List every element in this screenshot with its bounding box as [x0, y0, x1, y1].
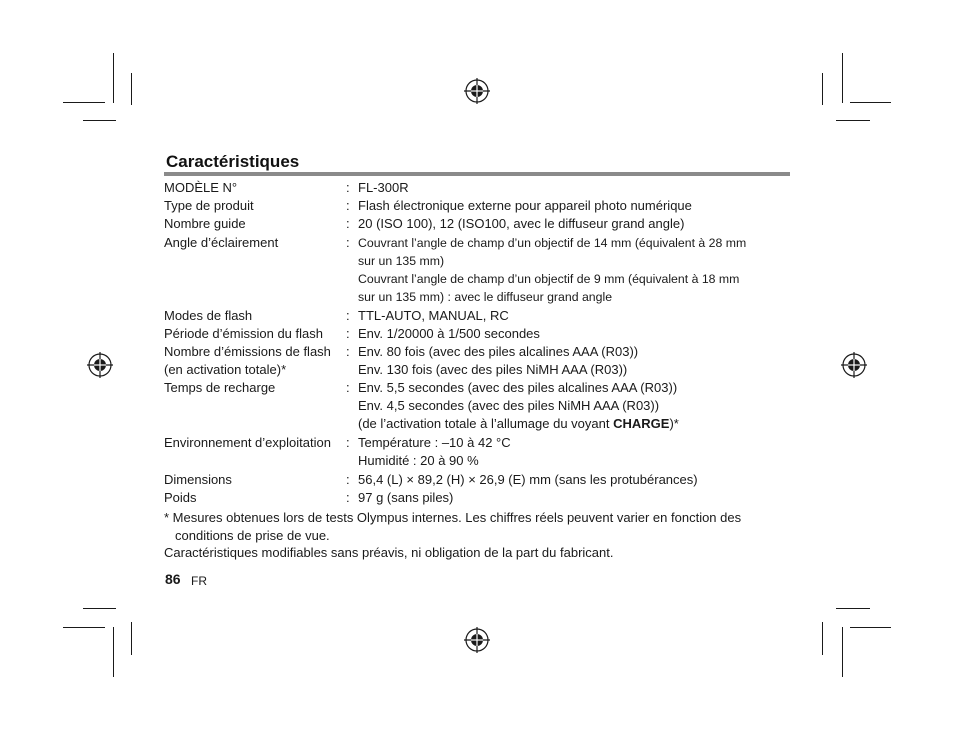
crop-mark — [131, 622, 132, 655]
crop-mark — [836, 608, 870, 609]
spec-row-model — [164, 179, 790, 197]
crop-mark — [822, 622, 823, 655]
title-underline — [164, 172, 790, 176]
spec-row-weight — [164, 489, 790, 507]
spec-label: Nombre guide — [164, 216, 246, 231]
crop-mark — [842, 627, 843, 677]
spec-value: 56,4 (L) × 89,2 (H) × 26,9 (E) mm (sans les protubérances) — [358, 472, 698, 487]
registration-mark-icon — [464, 627, 490, 653]
spec-row-flash-modes — [164, 307, 790, 325]
crop-mark — [850, 102, 891, 103]
crop-mark — [836, 120, 870, 121]
spec-row-operating-environment — [164, 434, 790, 470]
spec-colon: : — [346, 216, 350, 231]
spec-row-flash-duration — [164, 325, 790, 343]
spec-colon: : — [346, 326, 350, 341]
page-number: 86 — [165, 571, 181, 587]
spec-colon: : — [346, 308, 350, 323]
spec-label: Nombre d’émissions de flash (en activation totale)* — [164, 344, 331, 377]
spec-table — [164, 179, 790, 507]
spec-colon: : — [346, 380, 350, 395]
spec-value: Env. 1/20000 à 1/500 secondes — [358, 326, 540, 341]
spec-label: Dimensions — [164, 472, 232, 487]
spec-row-dimensions — [164, 471, 790, 489]
crop-mark — [63, 627, 105, 628]
crop-mark — [131, 73, 132, 105]
recharge-note: (de l’activation totale à l’allumage du voyant CHARGE)* — [358, 416, 679, 431]
spec-colon: : — [346, 490, 350, 505]
spec-value: 20 (ISO 100), 12 (ISO100, avec le diffuseur grand angle) — [358, 216, 685, 231]
spec-label: Environnement d’exploitation — [164, 435, 331, 450]
spec-value: Env. 80 fois (avec des piles alcalines AAA (R03)) Env. 130 fois (avec des piles NiMH AAA (R03)) — [358, 344, 639, 377]
spec-label: Type de produit — [164, 198, 254, 213]
language-code: FR — [191, 574, 207, 588]
spec-colon: : — [346, 180, 350, 195]
spec-row-guide-number — [164, 215, 790, 233]
registration-mark-icon — [841, 352, 867, 378]
spec-label: Angle d’éclairement — [164, 235, 279, 250]
spec-value: 97 g (sans piles) — [358, 490, 454, 505]
disclaimer: Caractéristiques modifiables sans préavis, ni obligation de la part du fabricant. — [164, 545, 614, 560]
spec-colon: : — [346, 435, 350, 450]
section-title: Caractéristiques — [166, 152, 300, 171]
crop-mark — [822, 73, 823, 105]
spec-label: MODÈLE N° — [164, 180, 238, 195]
crop-mark — [850, 627, 891, 628]
crop-mark — [842, 53, 843, 103]
spec-colon: : — [346, 235, 350, 250]
spec-label: Période d’émission du flash — [164, 326, 323, 341]
spec-colon: : — [346, 344, 350, 359]
spec-label: Modes de flash — [164, 308, 253, 323]
registration-mark-icon — [464, 78, 490, 104]
spec-value: Température : –10 à 42 °C Humidité : 20 à 90 % — [358, 435, 511, 468]
crop-mark — [63, 102, 105, 103]
charge-indicator-label: CHARGE — [613, 416, 670, 431]
footnote-continuation: conditions de prise de vue. — [175, 528, 330, 543]
spec-value: Flash électronique externe pour appareil photo numérique — [358, 198, 692, 213]
spec-row-recharge-time — [164, 379, 790, 433]
spec-row-coverage-angle — [164, 234, 790, 306]
spec-label: Poids — [164, 490, 197, 505]
footnote: * Mesures obtenues lors de tests Olympus internes. Les chiffres réels peuvent varier en fonction des — [164, 510, 742, 525]
spec-colon: : — [346, 198, 350, 213]
spec-row-flash-count — [164, 343, 790, 379]
crop-mark — [83, 120, 116, 121]
crop-mark — [113, 53, 114, 103]
spec-value: TTL-AUTO, MANUAL, RC — [358, 308, 509, 323]
spec-value: FL-300R — [358, 180, 409, 195]
spec-value: Couvrant l’angle de champ d’un objectif de 14 mm (équivalent à 28 mm sur un 135 mm) Couvrant l’angle de champ d’un objectif de 9 mm (équivalent à 18 mm sur un 135 mm) : avec le diffuseur grand angle — [358, 236, 747, 304]
spec-label: Temps de recharge — [164, 380, 276, 395]
crop-mark — [113, 627, 114, 677]
spec-value: Env. 5,5 secondes (avec des piles alcalines AAA (R03)) Env. 4,5 secondes (avec des piles NiMH AAA (R03)) (de l’activation totale à l’allumage du voyant CHARGE)* — [358, 379, 790, 433]
registration-mark-icon — [87, 352, 113, 378]
spec-row-product-type — [164, 197, 790, 215]
crop-mark — [83, 608, 116, 609]
spec-colon: : — [346, 472, 350, 487]
